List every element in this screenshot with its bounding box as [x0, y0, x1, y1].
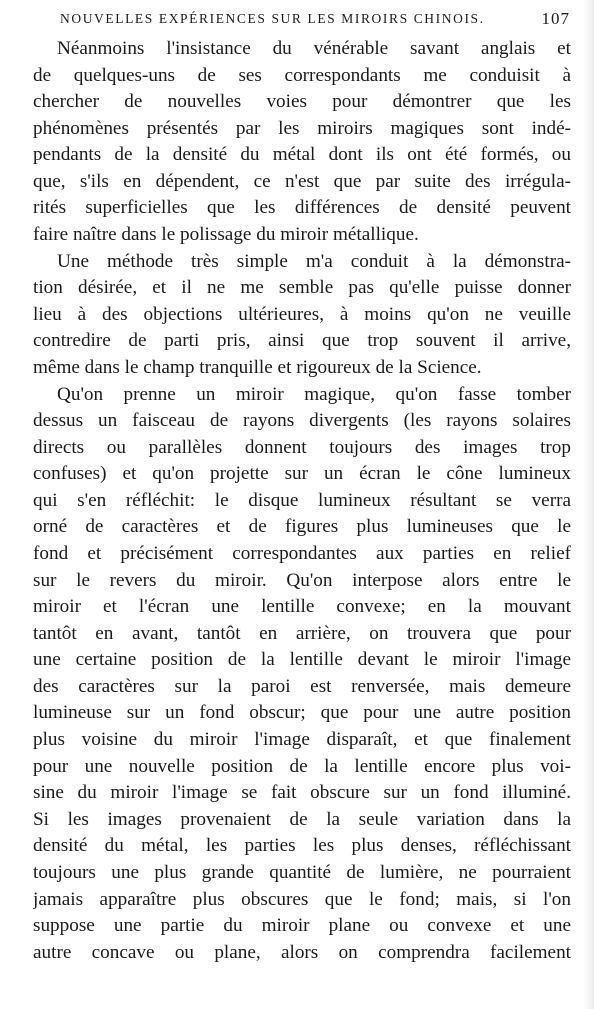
- text-line: tantôt en avant, tantôt en arrière, on trouvera que pour: [33, 622, 571, 644]
- text-line: plus voisine du miroir l'image disparaît, et que finalement: [33, 729, 571, 751]
- page-number: 107: [541, 9, 570, 28]
- body-text: [33, 36, 571, 966]
- text-line: lumineuse sur un fond obscur; que pour une autre position: [33, 702, 571, 724]
- text-line: phénomènes présentés par les miroirs magiques sont indé-: [33, 117, 571, 139]
- text-line: que, s'ils en dépendent, ce n'est que par suite des irrégula-: [33, 170, 571, 192]
- text-line: autre concave ou plane, alors on comprendra facilement: [33, 941, 571, 963]
- text-line: toujours une plus grande quantité de lumière, ne pourraient: [33, 861, 571, 883]
- text-line: rités superficielles que les différences de densité peuvent: [33, 197, 571, 219]
- text-line: sur le revers du miroir. Qu'on interpose alors entre le: [33, 569, 571, 591]
- text-line: qui s'en réfléchit: le disque lumineux résultant se verra: [33, 489, 571, 511]
- text-line: des caractères sur la paroi est renversée, mais demeure: [33, 675, 571, 697]
- text-line: lieu à des objections ultérieures, à moins qu'on ne veuille: [33, 303, 571, 325]
- text-line: contredire de parti pris, ainsi que trop souvent il arrive,: [33, 330, 571, 352]
- text-line: même dans le champ tranquille et rigoureux de la Science.: [33, 356, 482, 378]
- text-line: de quelques-uns de ses correspondants me conduisit à: [33, 64, 571, 86]
- text-line: jamais apparaître plus obscures que le fond; mais, si l'on: [33, 888, 571, 910]
- text-line: directs ou parallèles donnent toujours des images trop: [33, 436, 571, 458]
- text-line: densité du métal, les parties les plus denses, réfléchissant: [33, 835, 571, 857]
- text-line: Une méthode très simple m'a conduit à la démonstra-: [57, 250, 571, 272]
- text-line: pour une nouvelle position de la lentille encore plus voi-: [33, 755, 571, 777]
- text-line: sine du miroir l'image se fait obscure sur un fond illuminé.: [33, 782, 571, 804]
- running-title: NOUVELLES EXPÉRIENCES SUR LES MIROIRS CHINOIS.: [60, 11, 485, 26]
- page-edge-shadow: [584, 0, 594, 1009]
- text-line: une certaine position de la lentille devant le miroir l'image: [33, 649, 571, 671]
- text-line: chercher de nouvelles voies pour démontrer que les: [33, 91, 571, 113]
- text-line: Néanmoins l'insistance du vénérable savant anglais et: [57, 38, 571, 59]
- text-line: miroir et l'écran une lentille convexe; en la mouvant: [33, 596, 571, 618]
- text-line: Si les images provenaient de la seule variation dans la: [33, 808, 571, 830]
- running-head: [60, 11, 570, 33]
- text-line: fond et précisément correspondantes aux parties en relief: [33, 542, 571, 564]
- text-line: faire naître dans le polissage du miroir métallique.: [33, 224, 419, 246]
- text-line: orné de caractères et de figures plus lumineuses que le: [33, 516, 571, 538]
- text-line: confuses) et qu'on projette sur un écran le cône lumineux: [33, 463, 571, 485]
- text-line: tion désirée, et il ne me semble pas qu'elle puisse donner: [33, 277, 571, 299]
- text-line: dessus un faisceau de rayons divergents (les rayons solaires: [33, 410, 571, 432]
- text-line: Qu'on prenne un miroir magique, qu'on fasse tomber: [57, 383, 571, 405]
- text-line: suppose une partie du miroir plane ou convexe et une: [33, 915, 571, 937]
- text-line: pendants de la densité du métal dont ils ont été formés, ou: [33, 144, 571, 166]
